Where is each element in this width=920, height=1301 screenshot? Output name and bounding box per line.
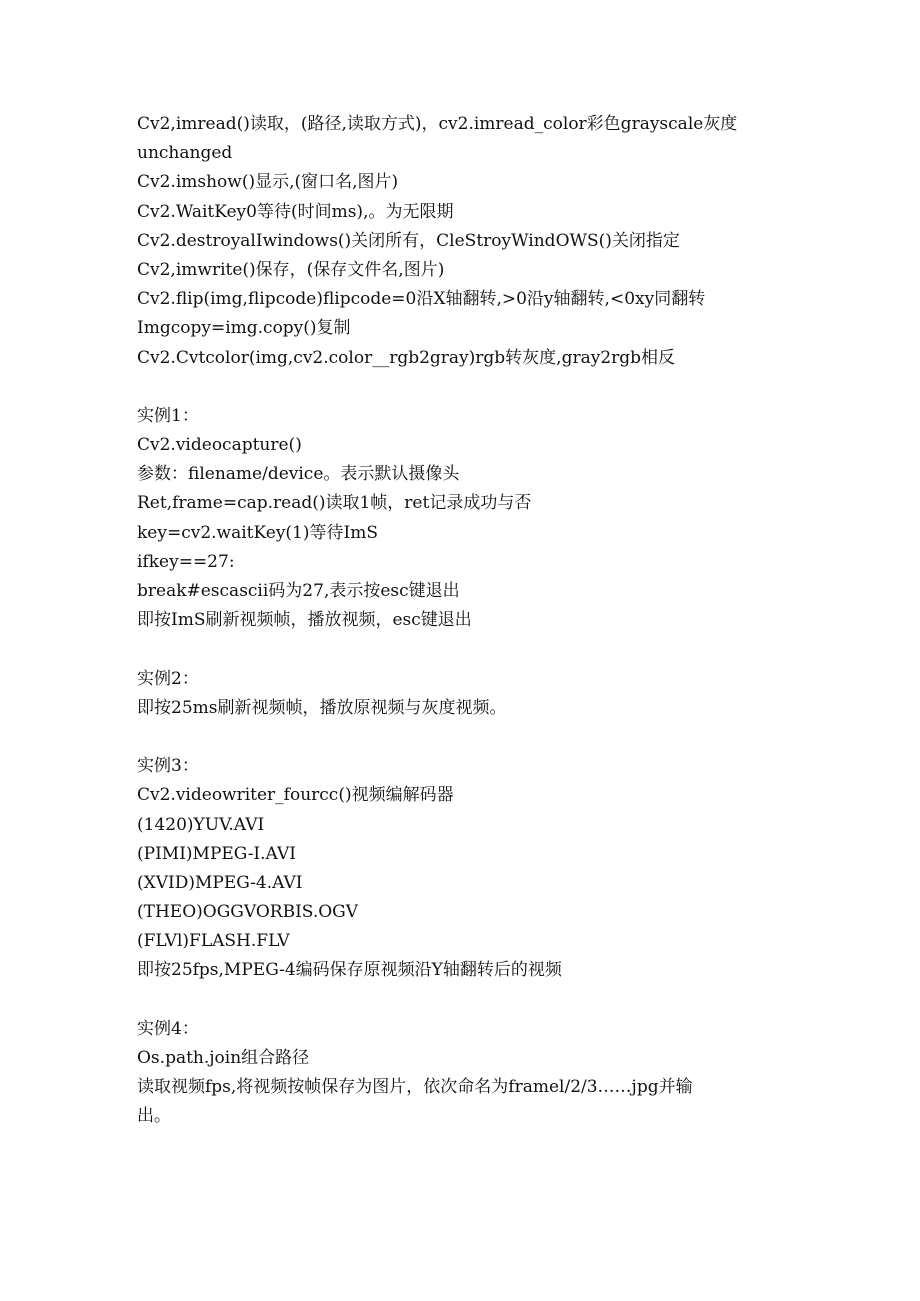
text-line: Imgcopy=img.copy()复制 (137, 318, 351, 339)
text-line: (FLVl)FLASH.FLV (137, 931, 290, 952)
text-line: ifkey==27: (137, 551, 235, 572)
text-line: (1420)YUV.AVI (137, 814, 265, 835)
text-line: Cv2.destroyalIwindows()关闭所有，CleStroyWindOWS()关闭指定 (137, 230, 680, 251)
text-line: break#escascii码为27,表示按esc键退出 (137, 581, 460, 601)
text-line: Cv2.Cvtcolor(img,cv2.color__rgb2gray)rgb转灰度,gray2rgb相反 (137, 347, 676, 368)
text-line: Ret,frame=cap.read()读取1帧，ret记录成功与否 (137, 493, 532, 514)
section-heading: 实例1： (137, 405, 199, 426)
text-line: Cv2,imwrite()保存，(保存文件名,图片) (137, 259, 445, 280)
api-notes-section (137, 110, 797, 373)
paragraph-gap (137, 373, 797, 402)
text-line: 出。 (137, 1106, 171, 1127)
text-line: Cv2.imshow()显示,(窗口名,图片) (137, 172, 399, 193)
paragraph-gap (137, 723, 797, 752)
text-line: 读取视频fps,将视频按帧保存为图片，依次命名为framel/2/3……jpg并输 (137, 1077, 693, 1098)
section-heading: 实例2： (137, 668, 199, 689)
section-heading: 实例4： (137, 1018, 199, 1039)
document-page (137, 110, 797, 1132)
example-2-section (137, 665, 797, 723)
example-4-section (137, 1015, 797, 1132)
section-heading: 实例3： (137, 756, 199, 777)
text-line: (THEO)OGGVORBIS.OGV (137, 902, 359, 923)
text-line: 参数：filename/device。表示默认摄像头 (137, 464, 460, 485)
paragraph-gap (137, 635, 797, 664)
paragraph-gap (137, 986, 797, 1015)
text-line: Cv2.WaitKey0等待(时间ms),。为无限期 (137, 201, 454, 222)
text-line: 即按ImS刷新视频帧，播放视频，esc键退出 (137, 610, 472, 631)
text-line: (PIMI)MPEG-I.AVI (137, 843, 296, 864)
text-line: Cv2.flip(img,flipcode)flipcode=0沿X轴翻转,>0沿y轴翻转,<0xy同翻转 (137, 289, 706, 310)
example-3-section (137, 752, 797, 986)
text-line: Cv2.videowriter_fourcc()视频编解码器 (137, 785, 454, 806)
text-line: Cv2,imread()读取，(路径,读取方式)，cv2.imread_color彩色grayscale灰度 (137, 114, 738, 134)
example-1-section (137, 402, 797, 636)
text-line: Cv2.videocapture() (137, 435, 302, 456)
text-line: unchanged (137, 143, 233, 164)
text-line: 即按25ms刷新视频帧，播放原视频与灰度视频。 (137, 697, 507, 718)
text-line: (XVID)MPEG-4.AVI (137, 872, 303, 893)
text-line: Os.path.join组合路径 (137, 1048, 310, 1068)
text-line: 即按25fps,MPEG-4编码保存原视频沿Y轴翻转后的视频 (137, 960, 562, 981)
text-line: key=cv2.waitKey(1)等待ImS (137, 522, 378, 543)
